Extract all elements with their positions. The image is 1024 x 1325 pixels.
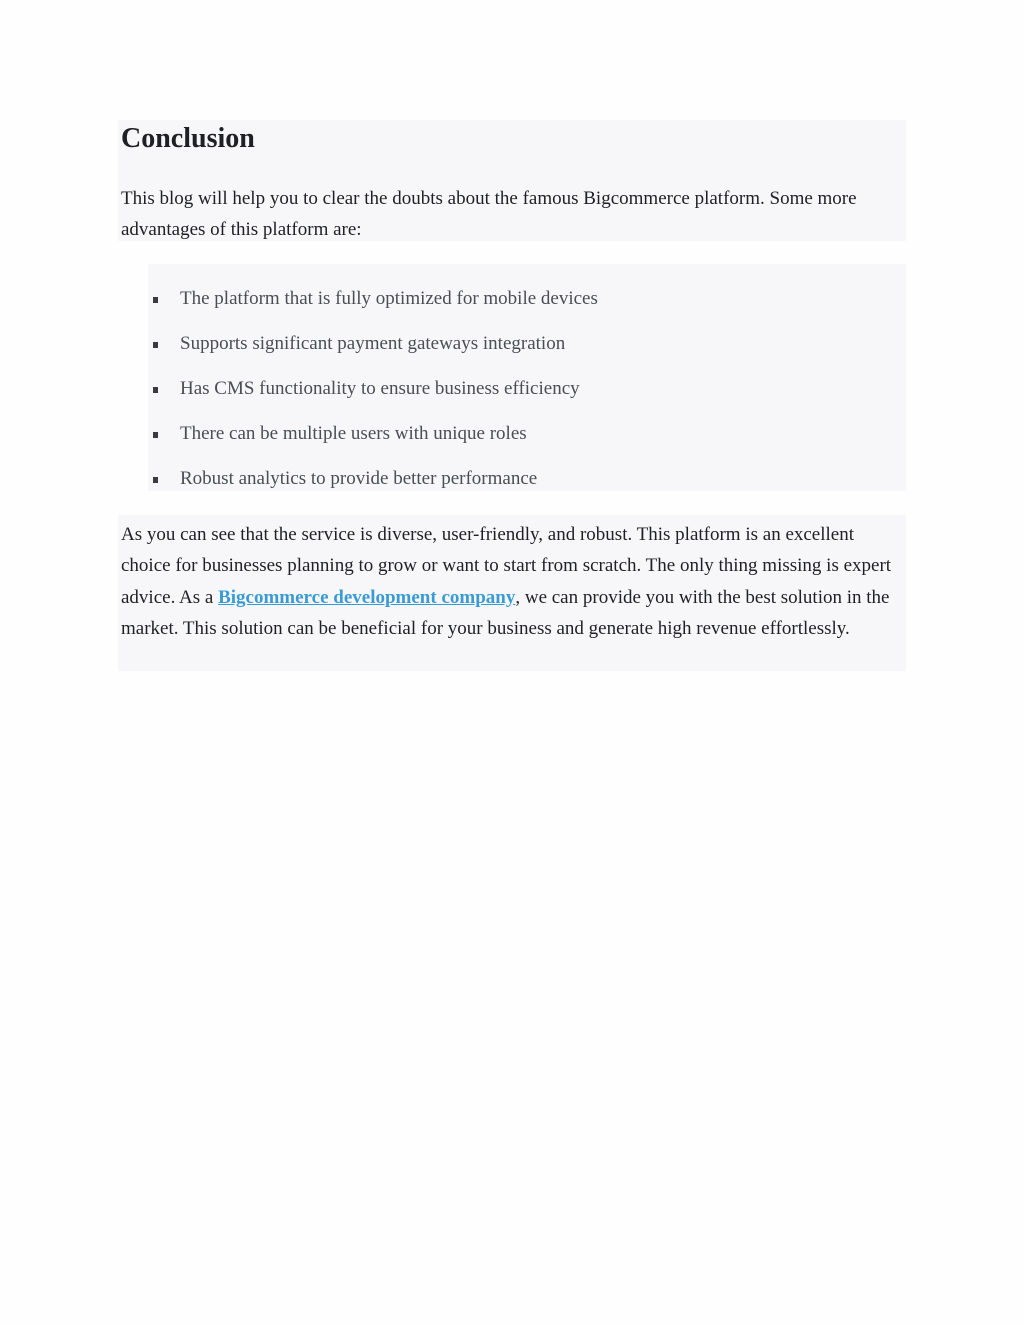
closing-text-before-link: As you can see that the service is diverse, user-friendly, and robust. This platform is an excellent choice for businesses planning to grow or want to start from scratch. The only thing missing is expert advice. As a xyxy=(121,524,892,608)
list-item-text: Supports significant payment gateways integration xyxy=(180,333,566,354)
square-bullet-icon xyxy=(153,342,158,348)
section-heading: Conclusion xyxy=(121,123,255,154)
square-bullet-icon xyxy=(153,297,158,303)
closing-section xyxy=(118,515,906,671)
list-item-text: There can be multiple users with unique roles xyxy=(180,423,527,444)
list-item-text: Has CMS functionality to ensure business efficiency xyxy=(180,378,580,399)
conclusion-section xyxy=(118,120,906,241)
closing-paragraph xyxy=(121,519,906,644)
closing-text-after-link: , we can provide you with the best solution in the market. This solution can be beneficial for your business and generate high revenue effortlessly. xyxy=(121,586,890,639)
list-item-text: The platform that is fully optimized for mobile devices xyxy=(180,288,598,309)
square-bullet-icon xyxy=(153,432,158,438)
square-bullet-icon xyxy=(153,387,158,393)
intro-paragraph: This blog will help you to clear the doubts about the famous Bigcommerce platform. Some more advantages of this platform are: xyxy=(121,188,857,240)
bigcommerce-development-company-link[interactable]: Bigcommerce development company xyxy=(218,586,516,608)
advantages-section xyxy=(148,264,906,491)
square-bullet-icon xyxy=(153,477,158,483)
list-item-text: Robust analytics to provide better performance xyxy=(180,468,538,489)
